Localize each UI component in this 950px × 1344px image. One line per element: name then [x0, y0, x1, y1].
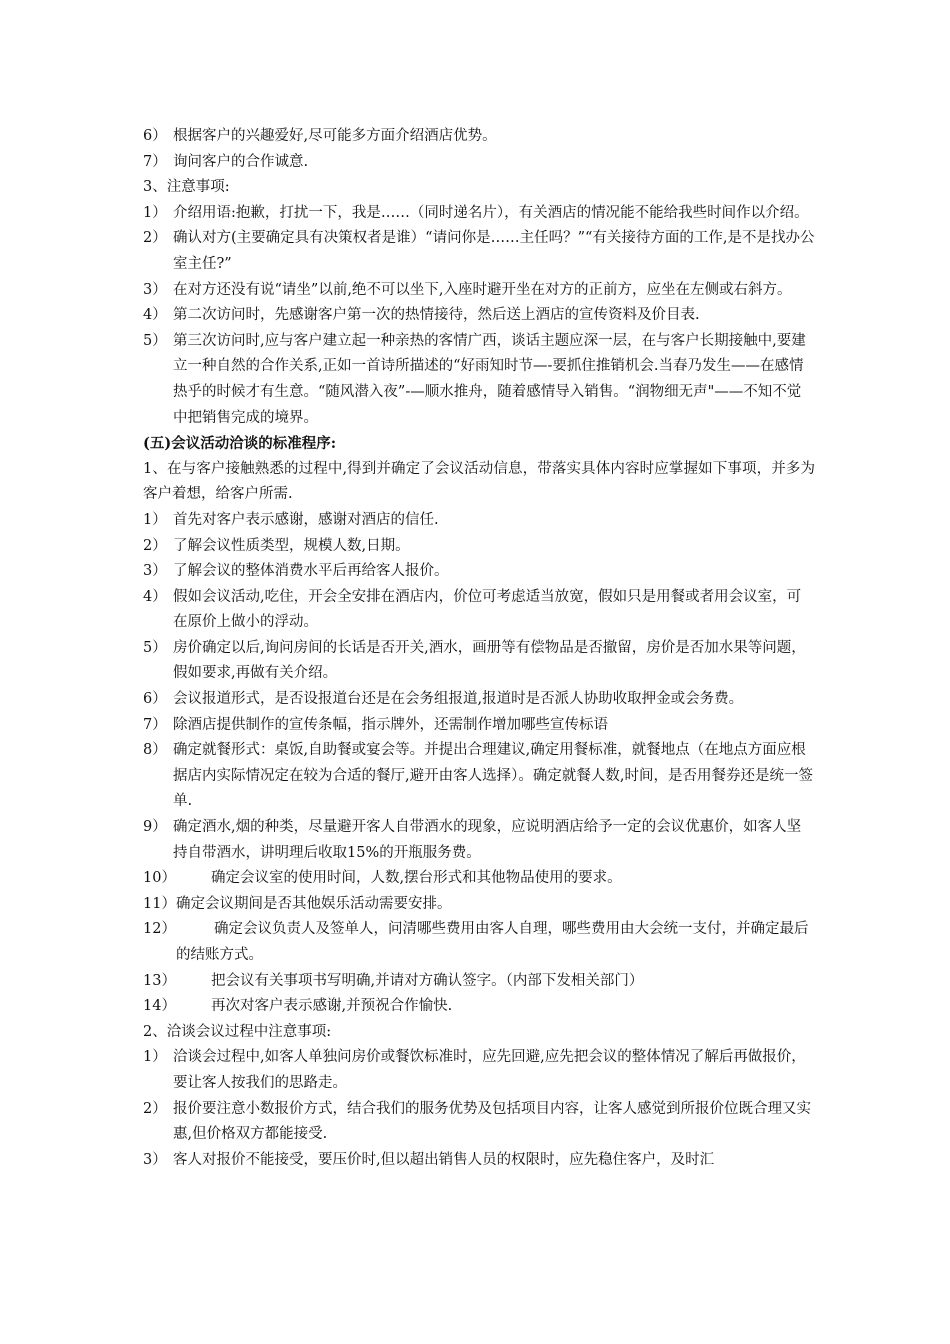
list-item	[143, 994, 815, 1020]
item-text: 了解会议性质类型，规模人数,日期。	[173, 537, 410, 554]
list-item	[143, 917, 815, 968]
negotiation-title: 2、洽谈会议过程中注意事项:	[143, 1023, 332, 1040]
list-item	[143, 150, 815, 176]
section-intro: 1、在与客户接触熟悉的过程中,得到并确定了会议活动信息，带落实具体内容时应掌握如下事项，并多为客户着想，给客户所需.	[143, 460, 815, 503]
item-text: 确定会议期间是否其他娱乐活动需要安排。	[175, 895, 452, 912]
item-number: 14）	[143, 998, 176, 1015]
item-number: 4）	[143, 307, 167, 324]
list-item	[143, 969, 815, 995]
list-item	[143, 559, 815, 585]
item-text: 除酒店提供制作的宣传条幅，指示牌外，还需制作增加哪些宣传标语	[173, 716, 608, 733]
item-text: 把会议有关事项书写明确,并请对方确认签字。（内部下发相关部门）	[211, 972, 644, 989]
item-text: 第二次访问时，先感谢客户第一次的热情接待，然后送上酒店的宣传资料及价目表.	[173, 307, 700, 324]
list-item	[143, 124, 815, 150]
item-number: 7）	[143, 153, 167, 170]
item-number: 3）	[143, 563, 167, 580]
item-text: 介绍用语:抱歉，打扰一下，我是……（同时递名片），有关酒店的情况能不能给我些时间作以介绍。	[173, 204, 809, 221]
item-text: 根据客户的兴趣爱好,尽可能多方面介绍酒店优势。	[173, 128, 497, 144]
notes-title: 3、注意事项:	[143, 179, 230, 196]
item-number: 3）	[143, 281, 167, 298]
item-text: 房价确定以后,询问房间的长话是否开关,酒水，画册等有偿物品是否撤留，房价是否加水果等问题，假如要求,再做有关介绍。	[173, 639, 806, 682]
list-item	[143, 1045, 815, 1096]
item-text: 确定就餐形式：桌饭,自助餐或宴会等。并提出合理建议,确定用餐标准，就餐地点（在地点方面应根据店内实际情况定在较为合适的餐厅,避开由客人选择）。确定就餐人数,时间，是否用餐券还是统一签单.	[173, 742, 813, 810]
list-item	[143, 1097, 815, 1148]
item-text: 首先对客户表示感谢，感谢对酒店的信任.	[173, 511, 439, 528]
list-item	[143, 278, 815, 304]
item-text: 确定酒水,烟的种类，尽量避开客人自带酒水的现象，应说明酒店给予一定的会议优惠价，如客人坚持自带酒水，讲明理后收取15%的开瓶服务费。	[173, 819, 802, 861]
item-number: 10）	[143, 870, 176, 887]
item-number: 12）	[143, 921, 176, 938]
list-item	[143, 1148, 815, 1174]
section-heading: (五)会议活动洽谈的标准程序:	[143, 435, 337, 453]
item-number: 1）	[143, 511, 167, 528]
item-text: 确定会议负责人及签单人，问清哪些费用由客人自理，哪些费用由大会统一支付，并确定最后的结账方式。	[175, 921, 809, 963]
list-item	[143, 534, 815, 560]
item-text: 客人对报价不能接受，要压价时,但以超出销售人员的权限时，应先稳住客户，及时汇	[173, 1151, 715, 1168]
list-item	[143, 892, 815, 918]
item-text: 报价要注意小数报价方式，结合我们的服务优势及包括项目内容，让客人感觉到所报价位既合理又实惠,但价格双方都能接受.	[173, 1100, 811, 1143]
item-number: 1）	[143, 204, 167, 221]
item-number: 5）	[143, 332, 167, 349]
list-item	[143, 815, 815, 866]
list-item	[143, 687, 815, 713]
item-text: 在对方还没有说“请坐”以前,绝不可以坐下,入座时避开坐在对方的正前方，应坐在左侧或右斜方。	[173, 281, 792, 298]
item-text: 询问客户的合作诚意.	[173, 153, 309, 170]
list-item	[143, 713, 815, 739]
list-item	[143, 226, 815, 277]
item-number: 5）	[143, 639, 167, 656]
item-number: 2）	[143, 537, 167, 554]
list-item	[143, 329, 815, 431]
list-item	[143, 201, 815, 227]
item-number: 3）	[143, 1151, 167, 1168]
item-text: 确认对方(主要确定具有决策权者是谁）“请问你是……主任吗？”“有关接待方面的工作,是不是找办公室主任?”	[173, 230, 815, 272]
list-item	[143, 738, 815, 815]
item-number: 13）	[143, 972, 176, 989]
item-number: 2）	[143, 1100, 167, 1117]
item-number: 11）	[143, 895, 176, 912]
item-text: 洽谈会过程中,如客人单独问房价或餐饮标准时，应先回避,应先把会议的整体情况了解后再做报价，要让客人按我们的思路走。	[173, 1049, 806, 1091]
item-text: 假如会议活动,吃住，开会全安排在酒店内，价位可考虑适当放宽，假如只是用餐或者用会议室，可在原价上做小的浮动。	[173, 588, 802, 631]
item-number: 6）	[143, 691, 167, 708]
list-item	[143, 866, 815, 892]
list-item	[143, 585, 815, 636]
item-number: 8）	[143, 742, 167, 759]
item-number: 2）	[143, 230, 167, 247]
item-number: 7）	[143, 716, 167, 733]
item-text: 确定会议室的使用时间，人数,摆台形式和其他物品使用的要求。	[211, 870, 622, 887]
item-text: 第三次访问时,应与客户建立起一种亲热的客情广西，谈话主题应深一层，在与客户长期接触中,要建立一种自然的合作关系,正如一首诗所描述的“好雨知时节—-要抓住推销机会.当春乃发生——在感情热乎的时候才有生意。“随风潜入夜”-—顺水推舟，随着感情导入销售。“润物细无声"——不知不觉中把销售完成的境界。	[173, 332, 806, 426]
item-number: 9）	[143, 819, 167, 836]
item-number: 6）	[143, 128, 167, 144]
list-item	[143, 303, 815, 329]
item-number: 1）	[143, 1049, 167, 1066]
item-text: 再次对客户表示感谢,并预祝合作愉快.	[211, 998, 453, 1015]
item-text: 会议报道形式，是否设报道台还是在会务组报道,报道时是否派人协助收取押金或会务费。	[173, 691, 744, 708]
list-item	[143, 636, 815, 687]
item-text: 了解会议的整体消费水平后再给客人报价。	[173, 563, 449, 580]
list-item	[143, 508, 815, 534]
item-number: 4）	[143, 588, 167, 605]
document-page	[143, 124, 815, 1173]
